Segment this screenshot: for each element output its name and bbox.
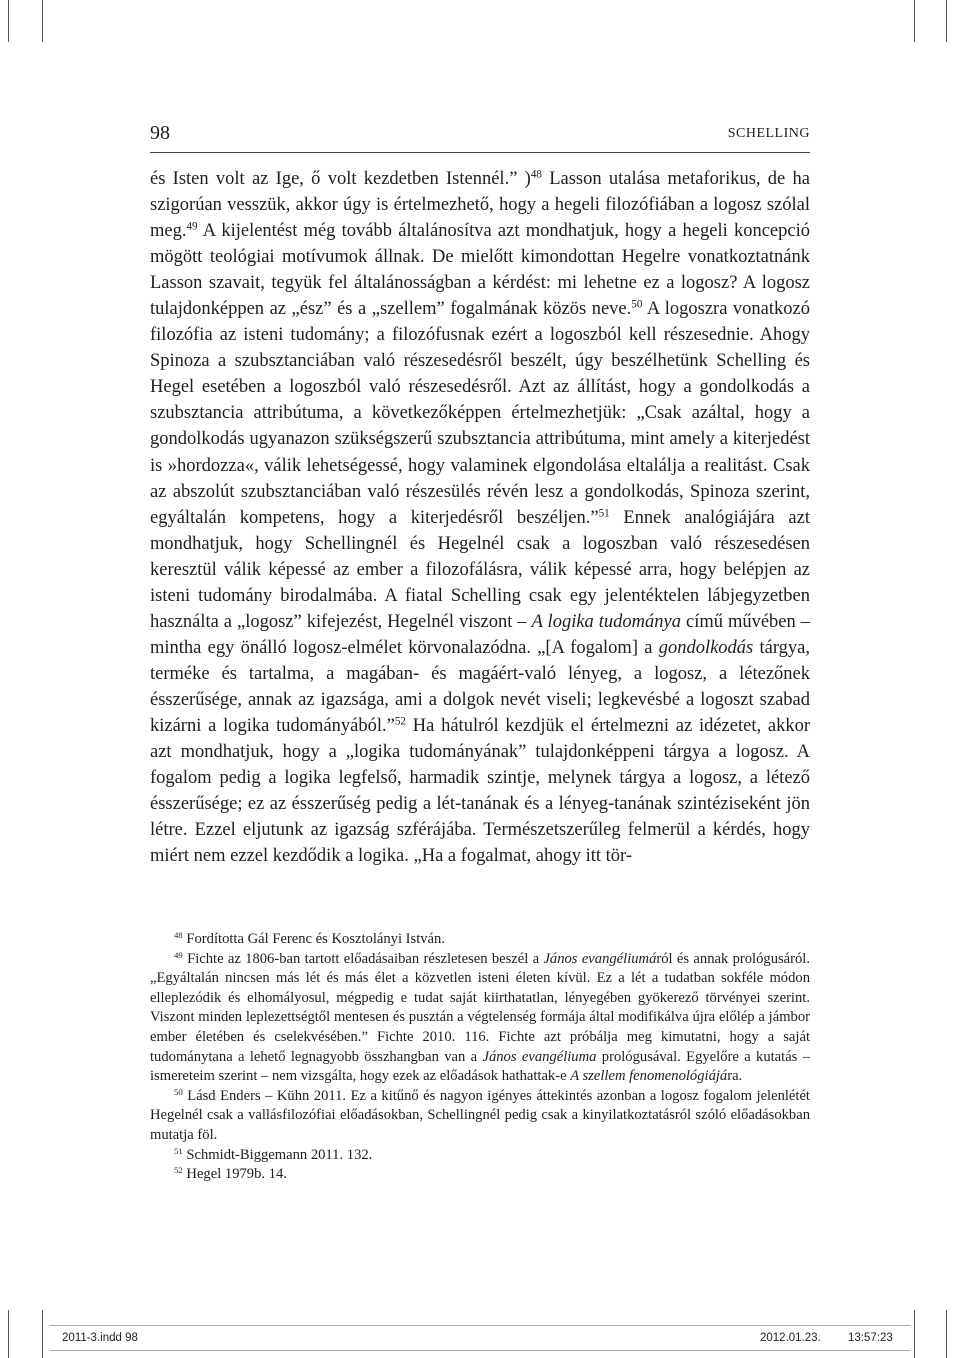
text-run: Fichte az 1806-ban tartott előadásaiban részletesen beszél a xyxy=(182,950,544,967)
text-run: A logoszra vonatkozó filozófia az isteni tudomány; a filozófusnak ezért a logoszból kell részesednie. Ahogy Spinoza a szubsztanciában való részesedésről beszélt, úgy beszélhetünk Schelling és Hegel esetében a logoszból való részesedésről. Azt az állítást, hogy a gondolkodás a szubsztancia attribútuma, a következőképpen értelmezhetjük: „Csak azáltal, hogy a gondolkodás ugyanazon szükségszerű szubsztancia attribútuma, mint amely a kiterjedést is »hordozza«, válik lehetségessé, hogy valaminek elgondolása eltalálja a realitást. Csak az abszolút szubsztanciában való részesülés révén lesz a gondolkodás, Spinoza szerint, egyáltalán kompetens, hogy a kiterjedésről beszéljen.” xyxy=(150,299,810,528)
text-run: ra. xyxy=(727,1068,743,1085)
crop-mark xyxy=(8,0,9,42)
text-run: A kijelentést még tovább általánosítva azt mondhatjuk, hogy a hegeli koncepció mögött teológiai motívumok állnak. De mielőtt kimondottan Hegelre vonatkoztatnánk Lasson szavait, tegyük fel általánosságban a kérdést: mi lehetne ez a logosz? A logosz tulajdonképpen az „ész” és a „szellem” fogalmának közös neve. xyxy=(150,221,810,320)
main-text xyxy=(150,166,810,869)
crop-mark xyxy=(914,1310,915,1358)
footnote-ref: 49 xyxy=(186,220,198,233)
italic-title: gondolkodás xyxy=(658,637,754,658)
crop-mark xyxy=(42,1310,43,1358)
body-paragraph xyxy=(150,166,810,869)
running-head: SCHELLING xyxy=(727,126,810,141)
crop-mark xyxy=(914,0,915,42)
text-run: Ennek analógiájára azt mondhatjuk, hogy Schellingnél és Hegelnél csak a logoszban való részesedésen keresztül válik képessé az ember a filozofálásra, válik képessé arra, hogy belépjen az isteni tudomány birodalmába. A fiatal Schelling csak egy jelentéktelen lábjegyzetben használta a „logosz” kifejezést, Hegelnél viszont – xyxy=(150,507,810,632)
slug-date: 2012.01.23. xyxy=(760,1332,821,1344)
footnote xyxy=(150,1087,810,1146)
crop-mark xyxy=(946,1310,947,1358)
footnote-number: 49 xyxy=(174,949,183,960)
text-run: Lasson utalása metaforikus, de ha szigorúan vesszük, akkor úgy is értelmezhető, hogy a hegeli filozófiában a logosz szólal meg. xyxy=(150,169,810,242)
text-run: Ha hátulról kezdjük el értelmezni az idézetet, akkor azt mondhatjuk, hogy a „logika tudományának” tulajdonképpeni tárgya a logosz. A fogalom pedig a logika legfelső, harmadik szintje, melynek tárgya a logosz, a létező ésszerűsége; ez az ésszerűség pedig a lét-tanának és a lényeg-tanának szintéziseként jön létre. Ezzel eljutunk az igazság szférájába. Természetszerűleg felmerül a kérdés, hogy miért nem ezzel kezdődik a logika. „Ha a fogalmat, ahogy itt tör- xyxy=(150,715,811,867)
footnotes xyxy=(150,930,810,1185)
italic-title: János evangéliumá xyxy=(543,950,657,967)
slug-file: 2011-3.indd 98 xyxy=(62,1332,138,1344)
text-run: prológusával. Egyelőre a kutatás – ismereteim szerint – nem vizsgálta, hogy ezek az előadások hathattak-e xyxy=(150,1048,811,1085)
footnote xyxy=(150,1165,810,1185)
footnote-ref: 48 xyxy=(530,168,542,181)
page-number: 98 xyxy=(150,122,170,144)
text-run: Hegel 1979b. 14. xyxy=(182,1166,287,1183)
crop-mark xyxy=(8,1310,9,1358)
footnote-number: 51 xyxy=(174,1145,183,1156)
footnote-ref: 52 xyxy=(394,715,406,728)
italic-title: János evangéliuma xyxy=(482,1048,597,1065)
text-run: tárgya, terméke és tartalma, a magában- és magáért-való lényeg, a logosz, a létezőnek ésszerűsége, annak az igazsága, ami a dolgok nevét viseli; legkevésbé a logoszt szabad kizárni a logika tudományából.” xyxy=(150,637,811,736)
italic-title: A logika tudománya xyxy=(531,611,681,632)
footnote xyxy=(150,1146,810,1166)
footnote-number: 50 xyxy=(174,1086,183,1097)
text-run: ról és annak prológusáról. „Egyáltalán nincsen más lét és más élet a közvetlen isteni életen kívül. Ez a lét a tudatban sokféle módon elleplezódik és elhomályosul, mégpedig e tudat saját kiirthatatlan, lényegében gyökerező törvényei szerint. Viszont minden leplezettségtől mentesen és pusztán a végtelenség formája által modifikálva újra előlép a jámbor ember életében és cselekvésében.” Fichte 2010. 116. Fichte azt próbálja meg kimutatni, hogy a saját tudománytana a lehető legnagyobb összhangban van a xyxy=(150,950,811,1065)
footnote-ref: 50 xyxy=(631,298,643,311)
footnote-ref: 51 xyxy=(598,506,610,519)
crop-mark xyxy=(946,0,947,42)
slug-time: 13:57:23 xyxy=(848,1332,893,1344)
footnote xyxy=(150,950,810,1087)
text-run: című művében – mintha egy önálló logosz-elmélet körvonalazódna. „[A fogalom] a xyxy=(150,611,810,658)
crop-mark xyxy=(42,0,43,42)
italic-title: A szellem fenomenológiájá xyxy=(570,1068,728,1085)
footnote xyxy=(150,930,810,950)
text-run: Lásd Enders – Kühn 2011. Ez a kitűnő és nagyon igényes áttekintés azonban a logosz fogalom jelenlétét Hegelnél csak a vallásfilozófiai előadásokban, Schellingnél pedig csak a kinyilatkoztatásról szóló előadásokban mutatja föl. xyxy=(150,1087,810,1143)
footnote-number: 52 xyxy=(174,1164,183,1175)
text-run: és Isten volt az Ige, ő volt kezdetben Istennél.” ) xyxy=(150,169,531,189)
header-rule xyxy=(150,152,810,153)
text-run: Fordította Gál Ferenc és Kosztolányi István. xyxy=(182,931,445,947)
text-run: Schmidt-Biggemann 2011. 132. xyxy=(182,1146,373,1163)
footnote-number: 48 xyxy=(174,929,183,940)
